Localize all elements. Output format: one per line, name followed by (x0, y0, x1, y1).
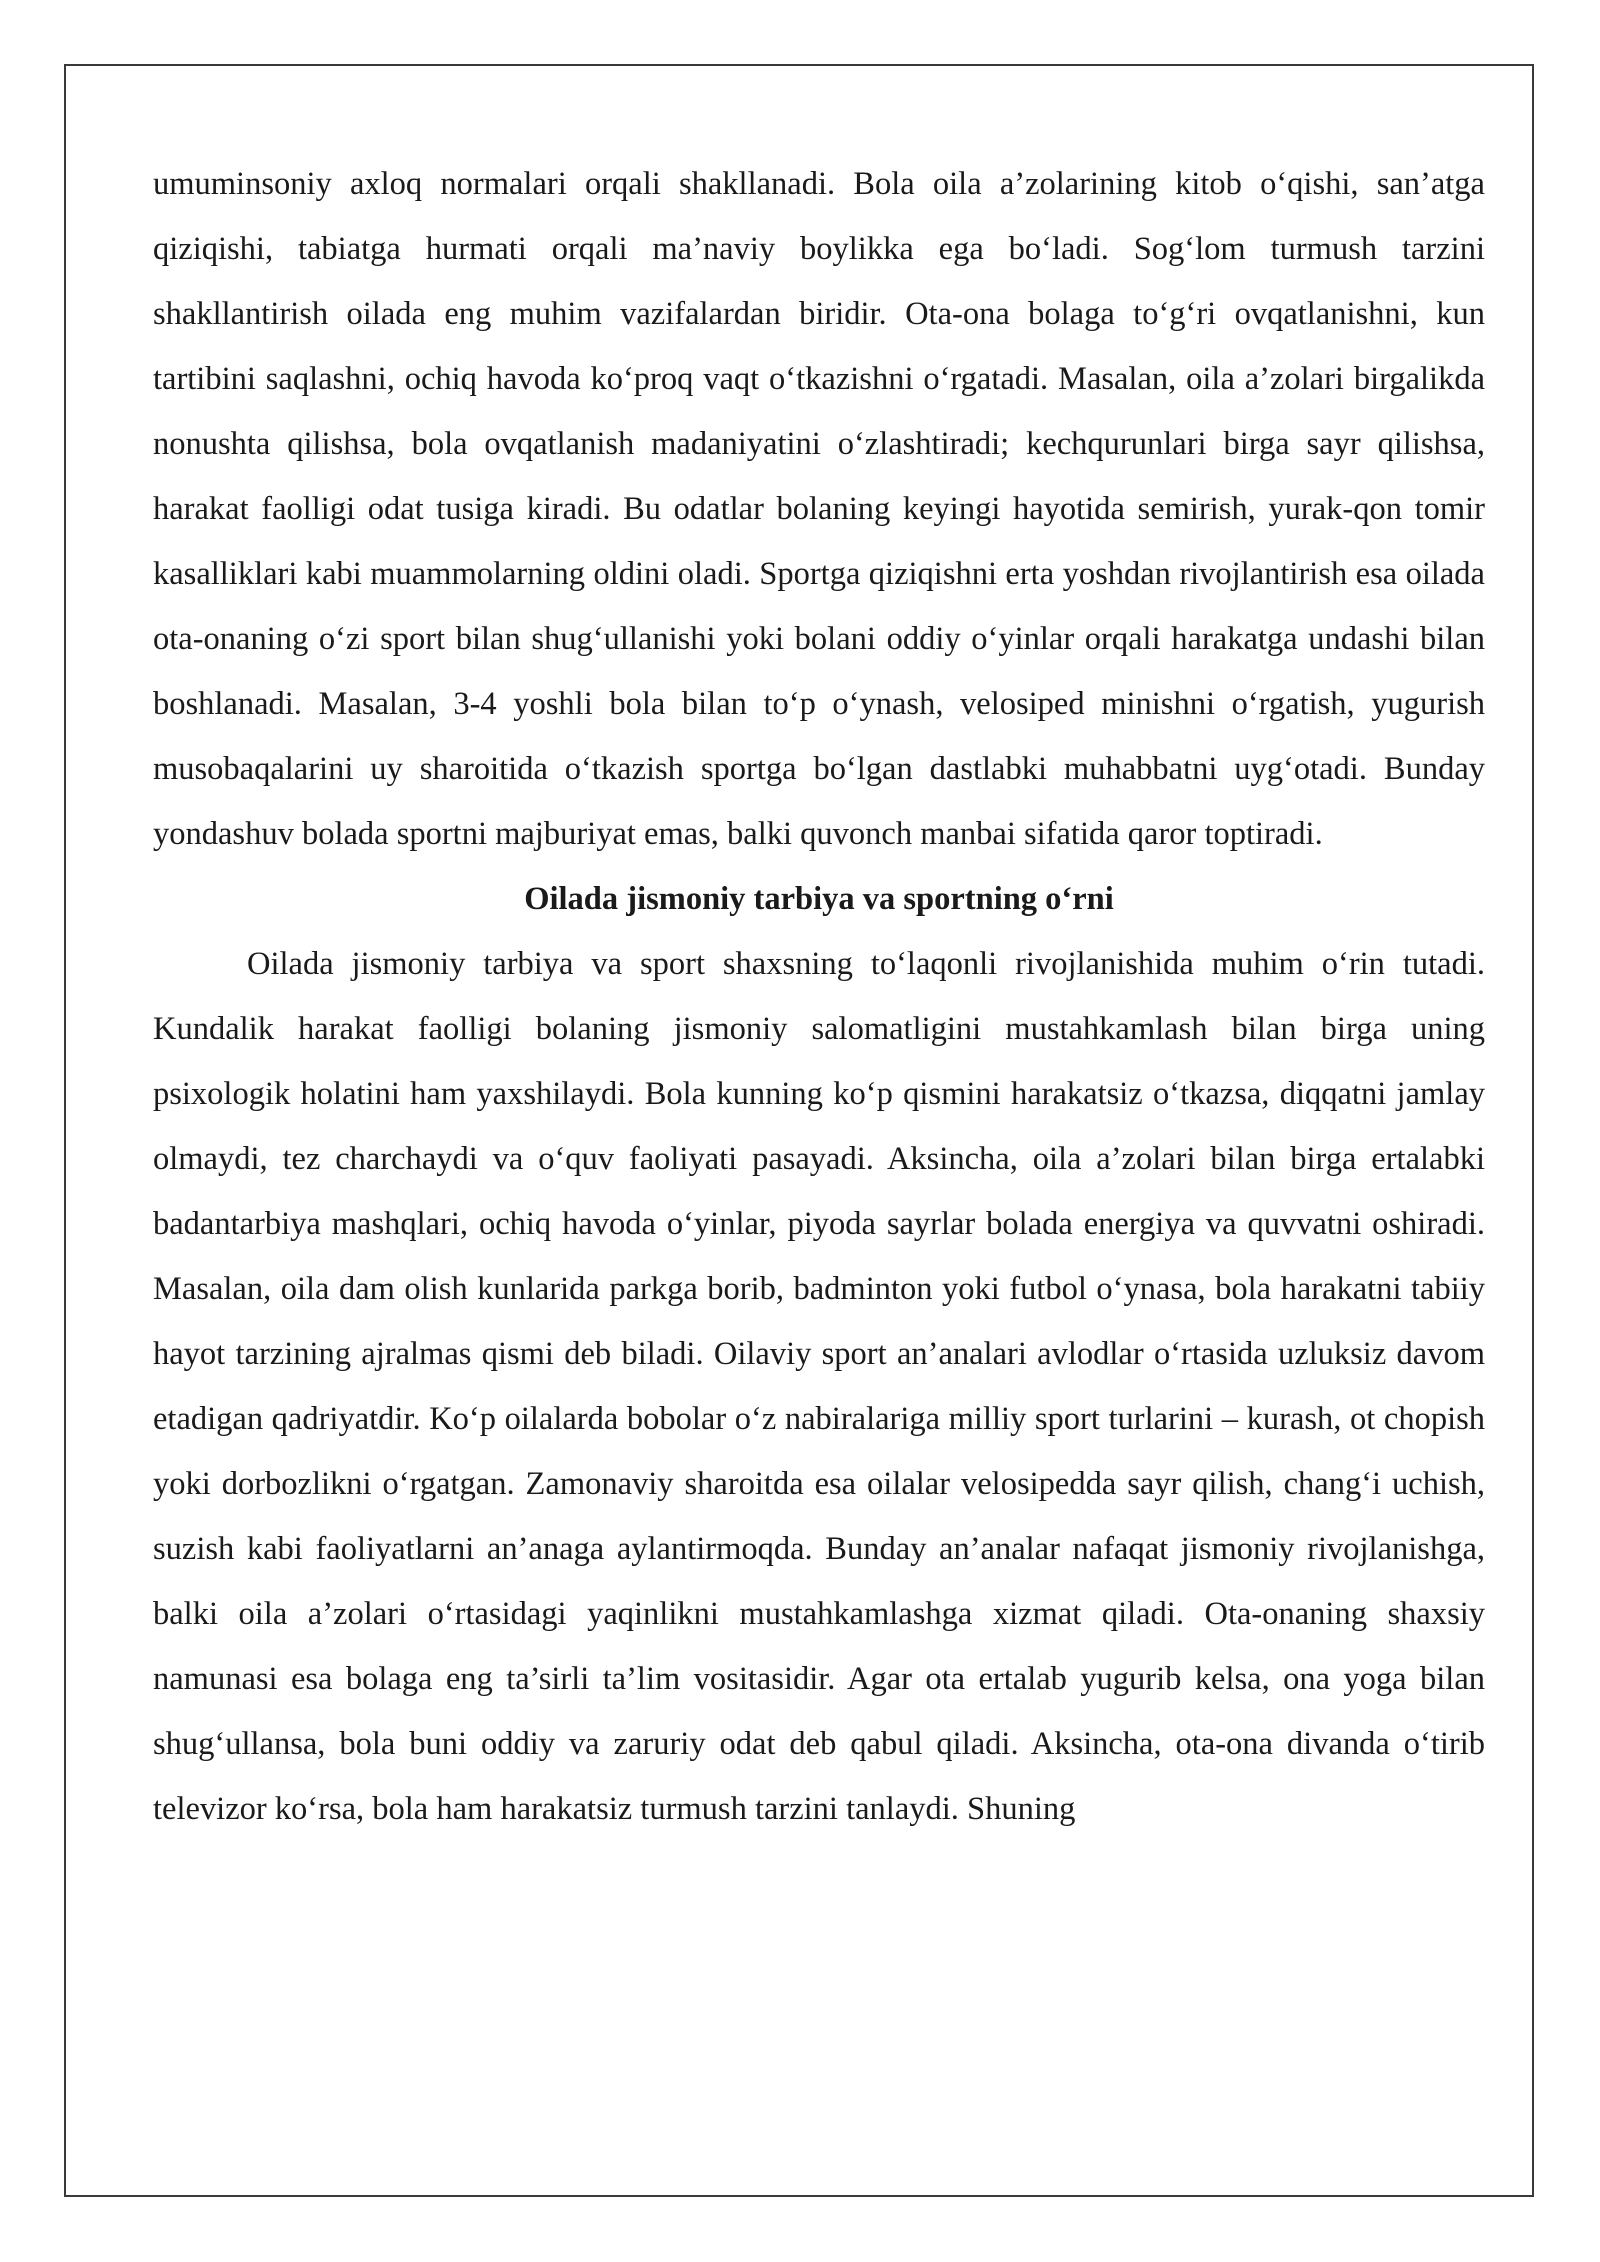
body-paragraph-2: Oilada jismoniy tarbiya va sport shaxsning to‘laqonli rivojlanishida muhim o‘rin tutadi. Kundalik harakat faolligi bolaning jismoniy salomatligini mustahkamlash bilan birga uning psixologik holatini ham yaxshilaydi. Bola kunning ko‘p qismini harakatsiz o‘tkazsa, diqqatni jamlay olmaydi, tez charchaydi va o‘quv faoliyati pasayadi. Aksincha, oila a’zolari bilan birga ertalabki badantarbiya mashqlari, ochiq havoda o‘yinlar, piyoda sayrlar bolada energiya va quvvatni oshiradi. Masalan, oila dam olish kunlarida parkga borib, badminton yoki futbol o‘ynasa, bola harakatni tabiiy hayot tarzining ajralmas qismi deb biladi. Oilaviy sport an’analari avlodlar o‘rtasida uzluksiz davom etadigan qadriyatdir. Ko‘p oilalarda bobolar o‘z nabiralariga milliy sport turlarini – kurash, ot chopish yoki dorbozlikni o‘rgatgan. Zamonaviy sharoitda esa oilalar velosipedda sayr qilish, chang‘i uchish, suzish kabi faoliyatlarni an’anaga aylantirmoqda. Bunday an’analar nafaqat jismoniy rivojlanishga, balki oila a’zolari o‘rtasidagi yaqinlikni mustahkamlashga xizmat qiladi. Ota-onaning shaxsiy namunasi esa bolaga eng ta’sirli ta’lim vositasidir. Agar ota ertalab yugurib kelsa, ona yoga bilan shug‘ullansa, bola buni oddiy va zaruriy odat deb qabul qiladi. Aksincha, ota-ona divanda o‘tirib televizor ko‘rsa, bola ham harakatsiz turmush tarzini tanlaydi. Shuning (153, 946, 1485, 1827)
section-heading: Oilada jismoniy tarbiya va sportning o‘rni (524, 881, 1114, 917)
page-content (153, 152, 1485, 1842)
body-paragraph-1: umuminsoniy axloq normalari orqali shakllanadi. Bola oila a’zolarining kitob o‘qishi, san’atga qiziqishi, tabiatga hurmati orqali ma’naviy boylikka ega bo‘ladi. Sog‘lom turmush tarzini shakllantirish oilada eng muhim vazifalardan biridir. Ota-ona bolaga to‘g‘ri ovqatlanishni, kun tartibini saqlashni, ochiq havoda ko‘proq vaqt o‘tkazishni o‘rgatadi. Masalan, oila a’zolari birgalikda nonushta qilishsa, bola ovqatlanish madaniyatini o‘zlashtiradi; kechqurunlari birga sayr qilishsa, harakat faolligi odat tusiga kiradi. Bu odatlar bolaning keyingi hayotida semirish, yurak-qon tomir kasalliklari kabi muammolarning oldini oladi. Sportga qiziqishni erta yoshdan rivojlantirish esa oilada ota-onaning o‘zi sport bilan shug‘ullanishi yoki bolani oddiy o‘yinlar orqali harakatga undashi bilan boshlanadi. Masalan, 3-4 yoshli bola bilan to‘p o‘ynash, velosiped minishni o‘rgatish, yugurish musobaqalarini uy sharoitida o‘tkazish sportga bo‘lgan dastlabki muhabbatni uyg‘otadi. Bunday yondashuv bolada sportni majburiyat emas, balki quvonch manbai sifatida qaror toptiradi. (153, 166, 1485, 852)
